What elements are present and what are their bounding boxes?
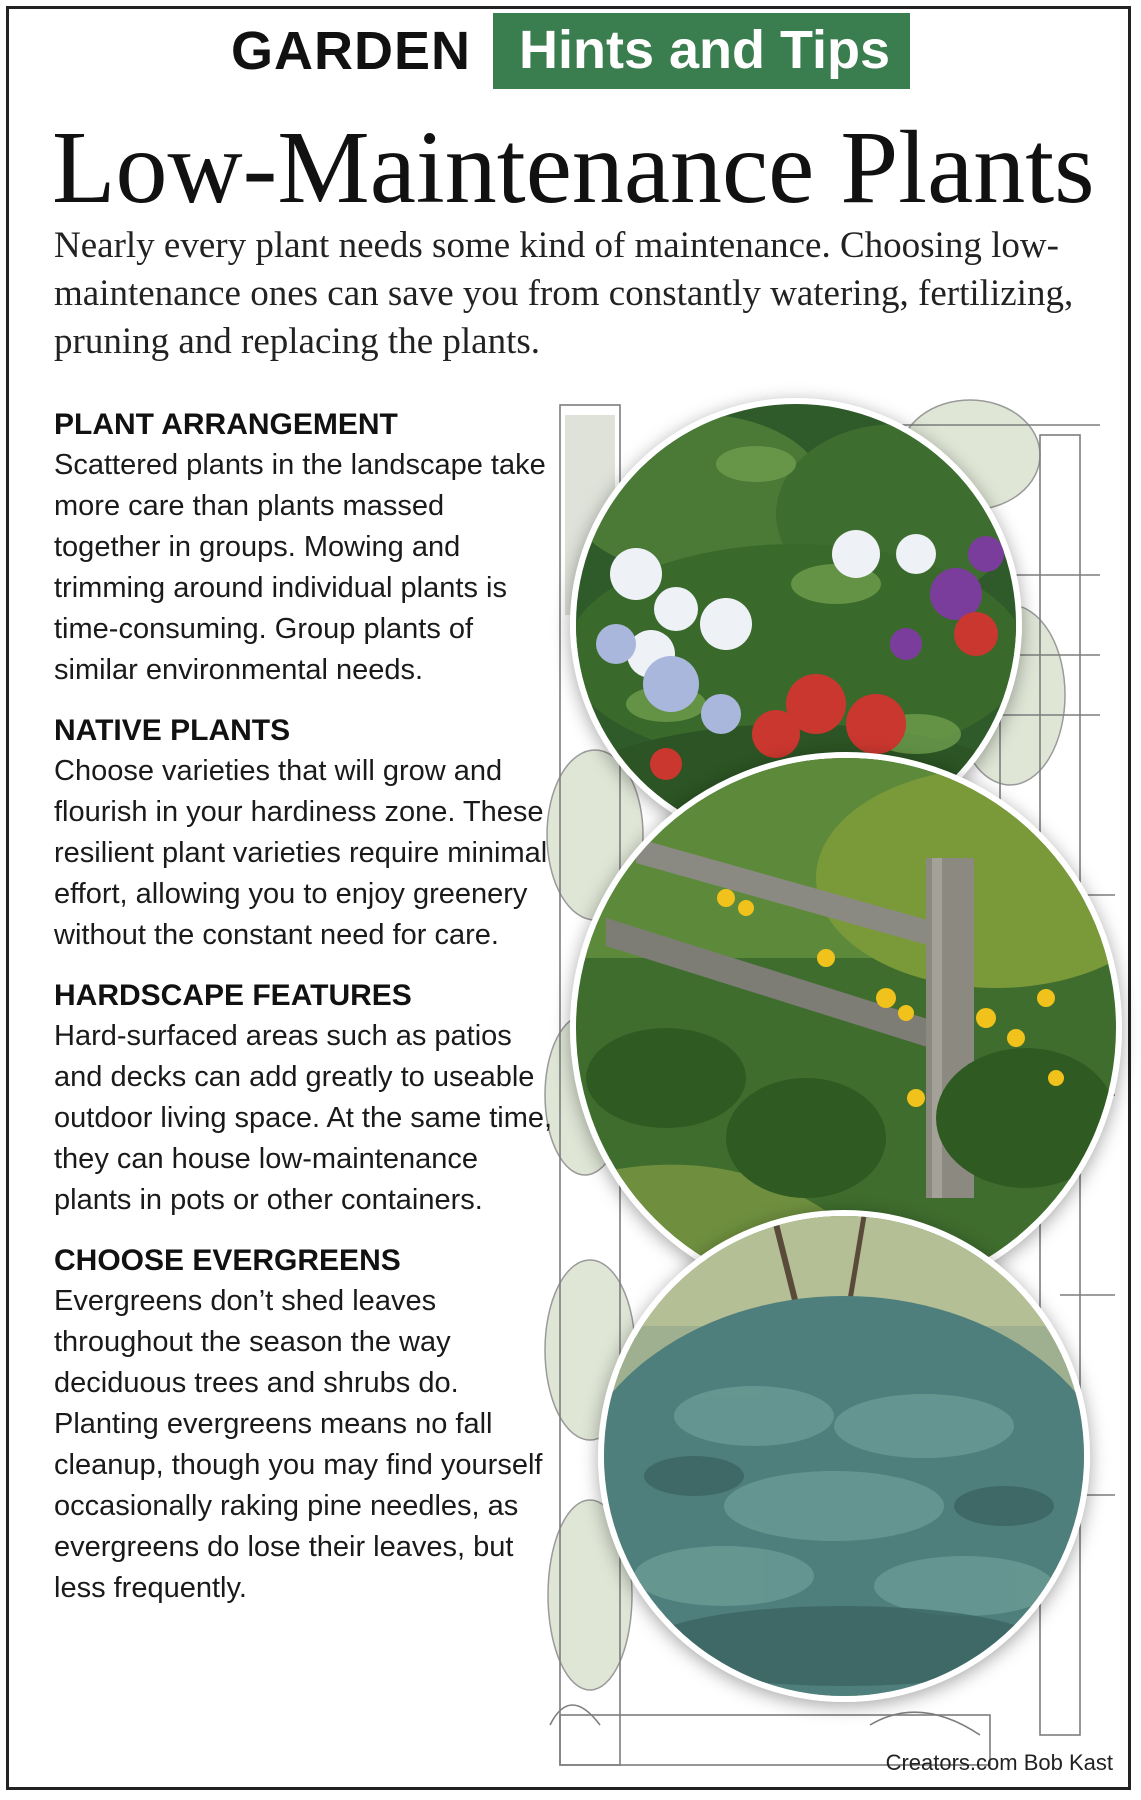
- intro-paragraph: Nearly every plant needs some kind of maintenance. Choosing low-maintenance ones can save you from constantly watering, fertilizing, pruning and replacing the plants.: [54, 225, 1074, 362]
- section-title: CHOOSE EVERGREENS: [54, 1244, 401, 1277]
- section-body: Scattered plants in the landscape take more care than plants massed together in groups. Mowing and trimming around individual plants is time-consuming. Group plants of similar environmental needs.: [54, 449, 546, 686]
- section-hardscape-features: [54, 976, 554, 1221]
- garden-label: GARDEN: [230, 21, 471, 81]
- section-body: Hard-surfaced areas such as patios and decks can add greatly to useable outdoor living space. At the same time, they can house low-maintenance plants in pots or other containers.: [54, 1020, 553, 1216]
- section-native-plants: [54, 711, 554, 956]
- section-body: Evergreens don’t shed leaves throughout the season the way deciduous trees and shrubs do. Planting evergreens means no fall cleanup, though you may find yourself occasionally raking pine needles, as evergreens do lose their leaves, but less frequently.: [54, 1285, 543, 1604]
- section-title: PLANT ARRANGEMENT: [54, 408, 398, 441]
- juniper-photo: [598, 1210, 1090, 1702]
- section-plant-arrangement: [54, 405, 554, 691]
- hints-and-tips-banner: Hints and Tips: [493, 13, 910, 89]
- photo-credit: Creators.com Bob Kast: [885, 1750, 1113, 1775]
- header: [0, 10, 1141, 92]
- section-title: NATIVE PLANTS: [54, 714, 291, 747]
- page-title: Low-Maintenance Plants: [52, 110, 1095, 225]
- section-body: Choose varieties that will grow and flourish in your hardiness zone. These resilient plant varieties require minimal effort, allowing you to enjoy greenery without the constant need for care.: [54, 755, 548, 951]
- section-choose-evergreens: [54, 1241, 554, 1609]
- tips-column: [54, 405, 554, 1629]
- section-title: HARDSCAPE FEATURES: [54, 979, 412, 1012]
